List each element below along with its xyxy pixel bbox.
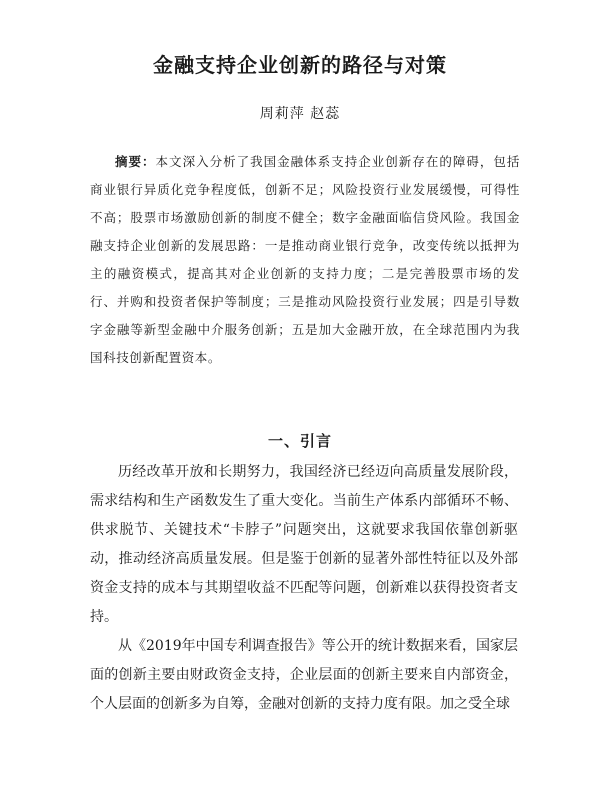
section-body [90,458,518,719]
abstract-label: 摘要： [115,154,156,169]
abstract-text: 本文深入分析了我国金融体系支持企业创新存在的障碍，包括商业银行异质化竞争程度低，创新不足；风险投资行业发展缓慢，可得性不高；股票市场激励创新的制度不健全；数字金融面临信贷风险。我国金融支持企业创新的发展思路：一是推动商业银行竞争，改变传统以抵押为主的融资模式，提高其对企业创新的支持力度；二是完善股票市场的发行、并购和投资者保护等制度；三是推动风险投资行业发展；四是引导数字金融等新型金融中介服务创新；五是加大金融开放，在全球范围内为我国科技创新配置资本。 [90,154,520,365]
body-paragraph-1: 历经改革开放和长期努力，我国经济已经迈向高质量发展阶段，需求结构和生产函数发生了重大变化。当前生产体系内部循环不畅、供求脱节、关键技术“卡脖子”问题突出，这就要求我国依靠创新驱动，推动经济高质量发展。但是鉴于创新的显著外部性特征以及外部资金支持的成本与其期望收益不匹配等问题，创新难以获得投资者支持。 [90,464,518,625]
paper-title: 金融支持企业创新的路径与对策 [153,53,447,77]
abstract-paragraph [90,148,520,372]
body-paragraph-2: 从《2019年中国专利调查报告》等公开的统计数据来看，国家层面的创新主要由财政资金支持，企业层面的创新主要来自内部资金，个人层面的创新多为自筹，金融对创新的支持力度有限。加之受全球 [90,638,518,712]
section-heading-introduction: 一、引言 [267,432,332,450]
paper-authors: 周莉萍 赵蕊 [259,106,341,122]
